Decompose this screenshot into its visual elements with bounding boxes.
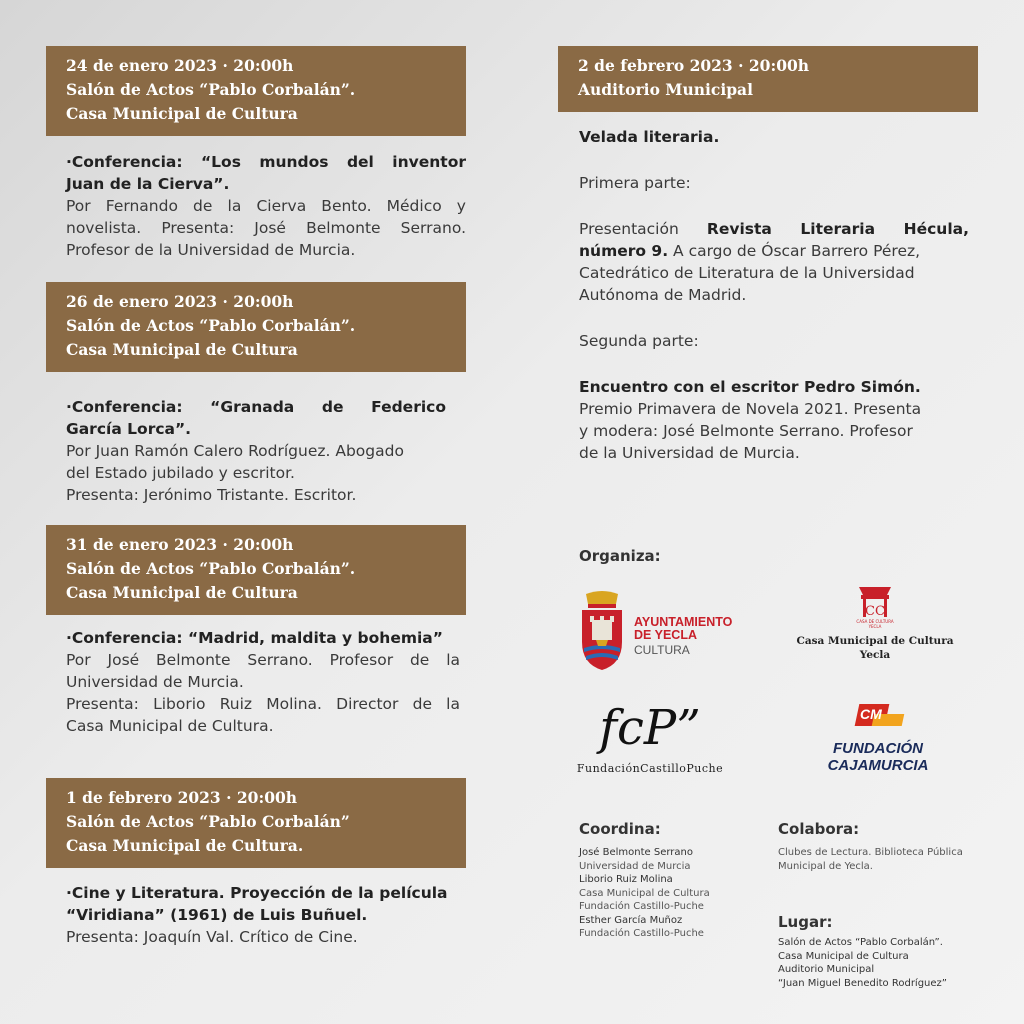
lugar-line: Auditorio Municipal (778, 964, 875, 975)
encuentro-detail: Premio Primavera de Novela 2021. Presenta (579, 400, 922, 418)
event-detail: Presenta: Liborio Ruiz Molina. Director de la (66, 695, 460, 713)
organiza-label: Organiza: (579, 547, 661, 565)
cajamurcia-name: FUNDACIÓN (833, 740, 923, 757)
event-detail: Universidad de Murcia. (66, 673, 244, 691)
coordina-org: Universidad de Murcia (579, 860, 691, 872)
cajamurcia-logo (808, 704, 948, 784)
event-title: García Lorca”. (66, 420, 192, 438)
event-3-header (46, 525, 466, 615)
event-venue: Casa Municipal de Cultura (66, 340, 298, 359)
cajamurcia-name: CAJAMURCIA (827, 757, 929, 774)
event-detail: Presenta: Jerónimo Tristante. Escritor. (66, 486, 357, 504)
coordina-org: Casa Municipal de Cultura (579, 887, 710, 899)
presentacion-line: Catedrático de Literatura de la Universidad (579, 264, 915, 282)
encuentro-detail: de la Universidad de Murcia. (579, 444, 800, 462)
event-venue: Casa Municipal de Cultura. (66, 836, 304, 855)
ayuntamiento-sub: CULTURA (634, 643, 690, 657)
event-detail: Por Fernando de la Cierva Bento. Médico y (66, 197, 466, 215)
event-detail: Presenta: Joaquín Val. Crítico de Cine. (66, 928, 358, 946)
fcp-name: FundaciónCastilloPuche (576, 762, 724, 775)
event-date: 24 de enero 2023 · 20:00h (66, 56, 294, 75)
colabora-list (778, 846, 988, 873)
event-venue: Salón de Actos “Pablo Corbalán”. (66, 559, 356, 578)
colabora-line: Clubes de Lectura. Biblioteca Pública (778, 847, 963, 858)
event-4-body (66, 882, 466, 948)
fcp-mark: fcP” (599, 700, 701, 756)
event-detail: del Estado jubilado y escritor. (66, 464, 295, 482)
colabora-label: Colabora: (778, 820, 860, 838)
casa-small-text: YECLA (868, 624, 882, 629)
event-1-header (46, 46, 466, 136)
event-detail: Por Juan Ramón Calero Rodríguez. Abogado (66, 442, 404, 460)
coordina-person: José Belmonte Serrano (579, 847, 693, 858)
lugar-line: Casa Municipal de Cultura (778, 950, 909, 962)
cm-icon (851, 704, 905, 732)
event-date: 26 de enero 2023 · 20:00h (66, 292, 294, 311)
lugar-label: Lugar: (778, 913, 833, 931)
ayuntamiento-logo (578, 590, 758, 672)
casa-cultura-city: Yecla (859, 649, 891, 661)
event-detail: Profesor de la Universidad de Murcia. (66, 241, 356, 259)
event-venue: Casa Municipal de Cultura (66, 583, 298, 602)
event-venue: Salón de Actos “Pablo Corbalán”. (66, 80, 356, 99)
event-2-body (66, 396, 446, 506)
event-date: 31 de enero 2023 · 20:00h (66, 535, 294, 554)
event-venue: Auditorio Municipal (578, 80, 753, 99)
event-title: “Viridiana” (1961) de Luis Buñuel. (66, 906, 368, 924)
ayuntamiento-name: AYUNTAMIENTO (634, 615, 733, 629)
lugar-list (778, 936, 988, 990)
encuentro-title: Encuentro con el escritor Pedro Simón. (579, 378, 921, 396)
segunda-parte: Segunda parte: (579, 332, 699, 350)
event-title: ·Conferencia: “Granada de Federico (66, 398, 446, 416)
event-title: ·Conferencia: “Madrid, maldita y bohemia” (66, 629, 443, 647)
event-detail: Por José Belmonte Serrano. Profesor de la (66, 651, 460, 669)
coordina-org: Fundación Castillo-Puche (579, 928, 704, 939)
event-venue: Salón de Actos “Pablo Corbalán”. (66, 316, 356, 335)
cm-text: CM (860, 706, 882, 722)
casa-cultura-name: Casa Municipal de Cultura (796, 635, 954, 647)
coordina-label: Coordina: (579, 820, 661, 838)
event-detail: Casa Municipal de Cultura. (66, 717, 274, 735)
coordina-org: Fundación Castillo-Puche (579, 901, 704, 912)
presentacion-line: número 9. A cargo de Óscar Barrero Pérez, (579, 242, 921, 260)
svg-text:CC: CC (865, 604, 885, 619)
event-venue: Salón de Actos “Pablo Corbalán” (66, 812, 350, 831)
fcp-logo (560, 698, 740, 782)
casa-cultura-icon (853, 585, 897, 631)
coordina-person: Esther García Muñoz (579, 914, 683, 926)
coordina-person: Liborio Ruiz Molina (579, 874, 673, 885)
lugar-line: “Juan Miguel Benedito Rodríguez” (778, 977, 947, 989)
event-venue: Casa Municipal de Cultura (66, 104, 298, 123)
event-title: ·Conferencia: “Los mundos del inventor (66, 153, 466, 171)
event-5-body (579, 126, 969, 464)
encuentro-detail: y modera: José Belmonte Serrano. Profesor (579, 422, 913, 440)
casa-cultura-logo (790, 585, 960, 680)
event-1-body (66, 151, 466, 261)
ayuntamiento-name: DE YECLA (634, 628, 697, 642)
primera-parte: Primera parte: (579, 174, 691, 192)
event-detail: novelista. Presenta: José Belmonte Serrano. (66, 219, 466, 237)
lugar-line: Salón de Actos “Pablo Corbalán”. (778, 937, 943, 948)
event-4-header (46, 778, 466, 868)
event-date: 1 de febrero 2023 · 20:00h (66, 788, 298, 807)
coordina-list (579, 846, 769, 941)
event-5-header (558, 46, 978, 112)
presentacion-line: Presentación Revista Literaria Hécula, (579, 220, 969, 238)
presentacion-line: Autónoma de Madrid. (579, 286, 747, 304)
velada-title: Velada literaria. (579, 128, 720, 146)
event-title: Juan de la Cierva”. (66, 175, 230, 193)
event-2-header (46, 282, 466, 372)
coat-of-arms-icon (578, 590, 626, 672)
colabora-line: Municipal de Yecla. (778, 860, 873, 872)
event-3-body (66, 627, 460, 737)
casa-small-text: CASA DE CULTURA (856, 619, 894, 624)
event-title: ·Cine y Literatura. Proyección de la película (66, 884, 448, 902)
event-date: 2 de febrero 2023 · 20:00h (578, 56, 810, 75)
